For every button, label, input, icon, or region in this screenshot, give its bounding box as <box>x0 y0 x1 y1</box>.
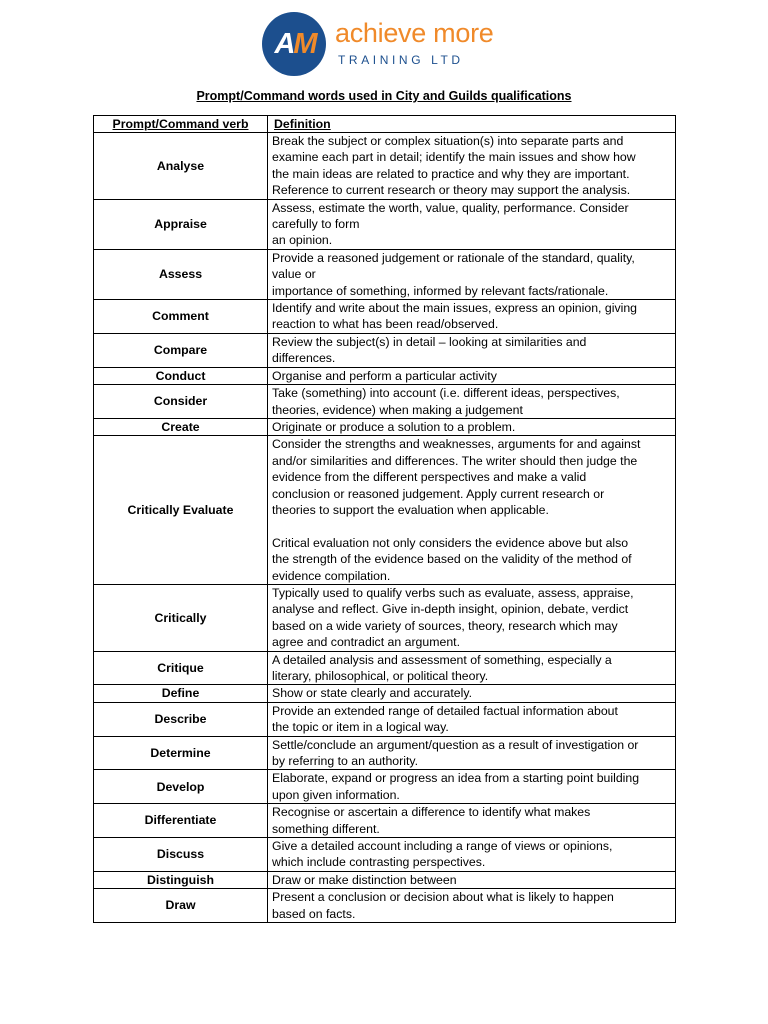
command-definition: Break the subject or complex situation(s) into separate parts and examine each part in detail; identify the main issues and show how the main ideas are related to practice and why they are important. Reference to current research or theory may support the analysis. <box>268 133 676 200</box>
table-row <box>94 249 676 299</box>
page-title: Prompt/Command words used in City and Guilds qualifications <box>196 89 572 103</box>
command-definition: Typically used to qualify verbs such as evaluate, assess, appraise, analyse and reflect. Give in-depth insight, opinion, debate, verdict based on a wide variety of sources, theory, research which may agree and contradict an argument. <box>268 584 676 651</box>
command-definition: Originate or produce a solution to a problem. <box>268 418 676 435</box>
logo-monogram <box>264 27 326 61</box>
header-definition: Definition <box>268 116 676 133</box>
command-verb: Describe <box>94 702 268 736</box>
table-row <box>94 418 676 435</box>
command-definition: Take (something) into account (i.e. different ideas, perspectives, theories, evidence) when making a judgement <box>268 385 676 419</box>
command-verb: Critique <box>94 651 268 685</box>
command-verb: Define <box>94 685 268 702</box>
command-definition: Show or state clearly and accurately. <box>268 685 676 702</box>
command-verb: Create <box>94 418 268 435</box>
table-row <box>94 436 676 585</box>
table-row <box>94 736 676 770</box>
command-definition: Give a detailed account including a range of views or opinions, which include contrasting perspectives. <box>268 838 676 872</box>
command-definition: Present a conclusion or decision about what is likely to happen based on facts. <box>268 889 676 923</box>
command-verb: Analyse <box>94 133 268 200</box>
command-words-table <box>93 115 676 923</box>
logo-subtitle: TRAINING LTD <box>338 53 464 67</box>
command-definition: Draw or make distinction between <box>268 871 676 888</box>
table-row <box>94 385 676 419</box>
command-verb: Assess <box>94 249 268 299</box>
command-definition: Organise and perform a particular activity <box>268 367 676 384</box>
command-verb: Appraise <box>94 199 268 249</box>
command-verb: Critically Evaluate <box>94 436 268 585</box>
logo-brand-name: achieve more <box>335 18 494 48</box>
command-definition: Identify and write about the main issues, express an opinion, giving reaction to what has been read/observed. <box>268 300 676 334</box>
command-verb: Consider <box>94 385 268 419</box>
table-row <box>94 199 676 249</box>
table-row <box>94 685 676 702</box>
table-row <box>94 889 676 923</box>
table-row <box>94 770 676 804</box>
table-row <box>94 133 676 200</box>
command-definition: Provide an extended range of detailed factual information about the topic or item in a logical way. <box>268 702 676 736</box>
command-verb: Draw <box>94 889 268 923</box>
command-definition: Assess, estimate the worth, value, quality, performance. Consider carefully to form an opinion. <box>268 199 676 249</box>
command-definition: Review the subject(s) in detail – looking at similarities and differences. <box>268 333 676 367</box>
command-definition: Provide a reasoned judgement or rationale of the standard, quality, value or importance of something, informed by relevant facts/rationale. <box>268 249 676 299</box>
table-row <box>94 702 676 736</box>
command-definition: Settle/conclude an argument/question as a result of investigation or by referring to an authority. <box>268 736 676 770</box>
header-verb: Prompt/Command verb <box>94 116 268 133</box>
table-row <box>94 300 676 334</box>
command-verb: Discuss <box>94 838 268 872</box>
logo-monogram-a: A <box>274 28 294 60</box>
command-verb: Distinguish <box>94 871 268 888</box>
logo-monogram-m: M <box>293 28 316 60</box>
table-row <box>94 804 676 838</box>
command-definition: Recognise or ascertain a difference to identify what makes something different. <box>268 804 676 838</box>
table-row <box>94 838 676 872</box>
table-row <box>94 584 676 651</box>
command-definition: Consider the strengths and weaknesses, arguments for and against and/or similarities and differences. The writer should then judge the evidence from the different perspectives and make a valid conclusion or reasoned judgement. Apply current research or theories to support the evaluation when applicable. Critical evaluation not only considers the evidence above but also the strength of the evidence based on the validity of the method of evidence compilation. <box>268 436 676 585</box>
command-definition: A detailed analysis and assessment of something, especially a literary, philosophical, or political theory. <box>268 651 676 685</box>
table-row <box>94 333 676 367</box>
command-verb: Comment <box>94 300 268 334</box>
table-header-row <box>94 116 676 133</box>
command-verb: Differentiate <box>94 804 268 838</box>
table-row <box>94 367 676 384</box>
command-verb: Critically <box>94 584 268 651</box>
company-logo <box>262 12 512 76</box>
table-row <box>94 871 676 888</box>
command-verb: Determine <box>94 736 268 770</box>
command-verb: Develop <box>94 770 268 804</box>
command-verb: Conduct <box>94 367 268 384</box>
command-definition: Elaborate, expand or progress an idea from a starting point building upon given information. <box>268 770 676 804</box>
command-verb: Compare <box>94 333 268 367</box>
logo-monogram-circle <box>262 12 326 76</box>
table-row <box>94 651 676 685</box>
